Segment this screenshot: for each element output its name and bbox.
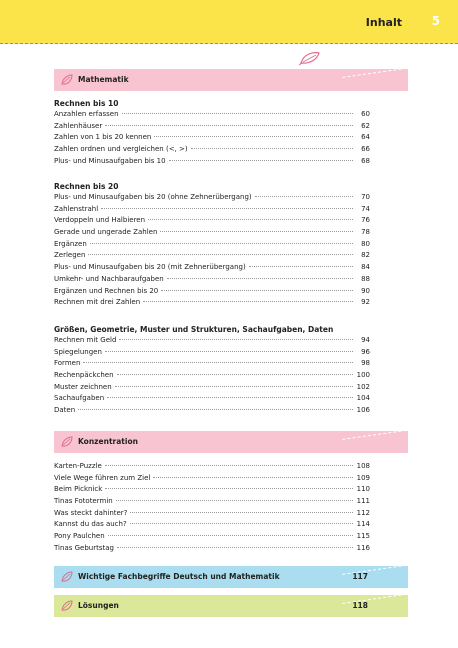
toc-entry-page: 88 <box>361 274 370 283</box>
toc-entry[interactable] <box>54 382 370 394</box>
toc-entry-page: 109 <box>356 473 370 482</box>
dot-leader <box>90 243 353 244</box>
toc-entry-page: 92 <box>361 298 370 307</box>
toc-entry-page: 78 <box>361 228 370 237</box>
toc-entry[interactable] <box>54 393 370 405</box>
toc-entry-title: Plus- und Minusaufgaben bis 20 (ohne Zehnerübergang) <box>54 193 252 201</box>
toc-entry-title: Karten-Puzzle <box>54 462 102 470</box>
toc-entry[interactable] <box>54 192 370 204</box>
toc-group-groessen <box>54 324 370 417</box>
toc-entry[interactable] <box>54 347 370 359</box>
toc-entry-title: Beim Picknick <box>54 485 103 494</box>
toc-entry-page: 115 <box>356 532 370 541</box>
toc-entry-page: 60 <box>361 110 370 118</box>
leaf-icon <box>60 435 74 449</box>
section-loesungen[interactable] <box>54 595 408 617</box>
toc-entry-page: 62 <box>361 121 370 130</box>
dot-leader <box>78 409 353 410</box>
toc-entry[interactable] <box>54 461 370 473</box>
group-heading: Größen, Geometrie, Muster und Strukturen, Sachaufgaben, Daten <box>54 325 334 334</box>
dot-leader <box>153 477 353 478</box>
toc-entry-title: Zahlen ordnen und vergleichen (<, >) <box>54 145 188 154</box>
toc-entry[interactable] <box>54 519 370 531</box>
toc-entry[interactable] <box>54 274 370 286</box>
leaf-icon <box>60 73 74 87</box>
page-number: 5 <box>431 14 440 28</box>
toc-entry[interactable] <box>54 250 370 262</box>
toc-entry-page: 98 <box>361 359 370 368</box>
group-heading: Rechnen bis 10 <box>54 99 119 108</box>
toc-entry-page: 82 <box>361 251 370 260</box>
toc-entry[interactable] <box>54 204 370 216</box>
toc-entry[interactable] <box>54 531 370 543</box>
dot-leader <box>148 219 353 220</box>
header-bar <box>0 0 458 44</box>
section-page: 117 <box>352 572 368 581</box>
toc-entry-title: Umkehr- und Nachbaraufgaben <box>54 274 164 283</box>
toc-entry-page: 96 <box>361 347 370 356</box>
dot-leader <box>143 301 353 302</box>
dot-leader <box>115 386 353 387</box>
dot-leader <box>169 160 353 161</box>
dot-leader <box>105 488 353 489</box>
toc-entry-title: Rechnen mit Geld <box>54 336 117 344</box>
toc-entry-title: Plus- und Minusaufgaben bis 20 (mit Zehnerübergang) <box>54 263 246 272</box>
section-label: Mathematik <box>78 75 129 84</box>
toc-entry[interactable] <box>54 543 370 555</box>
dot-leader <box>119 339 353 340</box>
toc-entry-page: 84 <box>361 263 370 272</box>
toc-entry-title: Spiegelungen <box>54 347 102 356</box>
dot-leader <box>117 374 353 375</box>
toc-entry[interactable] <box>54 109 370 121</box>
toc-entry-page: 74 <box>361 204 370 213</box>
dot-leader <box>88 254 353 255</box>
dot-leader <box>161 290 353 291</box>
dot-leader <box>107 397 353 398</box>
toc-entry-page: 110 <box>356 485 370 494</box>
toc-entry-page: 116 <box>356 543 370 552</box>
toc-entry-page: 108 <box>356 462 370 470</box>
toc-entry-title: Zahlenstrahl <box>54 204 99 213</box>
toc-entry[interactable] <box>54 144 370 156</box>
section-mathematik[interactable] <box>54 69 408 91</box>
group-heading: Rechnen bis 20 <box>54 182 119 191</box>
section-label: Lösungen <box>78 601 119 610</box>
toc-entry[interactable] <box>54 286 370 298</box>
toc-entry-title: Muster zeichnen <box>54 382 112 391</box>
toc-entry[interactable] <box>54 508 370 520</box>
dot-leader <box>101 208 353 209</box>
toc-entry-page: 111 <box>356 497 370 506</box>
toc-entry-page: 114 <box>356 520 370 529</box>
toc-entry-page: 64 <box>361 133 370 142</box>
toc-group-rechnen-bis-10 <box>54 98 370 167</box>
toc-entry-title: Formen <box>54 359 81 368</box>
header-dashed-line <box>0 43 458 44</box>
toc-entry[interactable] <box>54 239 370 251</box>
toc-entry-title: Sachaufgaben <box>54 394 105 403</box>
section-fachbegriffe[interactable] <box>54 566 408 588</box>
leaf-icon <box>298 50 322 66</box>
toc-entry-title: Daten <box>54 406 76 415</box>
toc-entry-title: Gerade und ungerade Zahlen <box>54 228 158 237</box>
dot-leader <box>105 465 353 466</box>
dot-leader <box>117 547 353 548</box>
section-konzentration[interactable] <box>54 431 408 453</box>
dot-leader <box>249 266 353 267</box>
section-page: 118 <box>352 601 368 610</box>
toc-entry[interactable] <box>54 496 370 508</box>
toc-group-rechnen-bis-20 <box>54 181 370 309</box>
toc-entry-title: Anzahlen erfassen <box>54 110 119 118</box>
toc-entry-page: 80 <box>361 239 370 248</box>
toc-entry-title: Zahlen von 1 bis 20 kennen <box>54 133 152 142</box>
toc-entry-page: 70 <box>361 193 370 201</box>
toc-entry[interactable] <box>54 297 370 309</box>
toc-entry[interactable] <box>54 370 370 382</box>
toc-entry-title: Was steckt dahinter? <box>54 508 128 517</box>
dot-leader <box>122 113 353 114</box>
toc-entry-page: 112 <box>356 508 370 517</box>
toc-entry-page: 102 <box>356 382 370 391</box>
toc-entry[interactable] <box>54 358 370 370</box>
dot-leader <box>116 500 353 501</box>
toc-entry-page: 100 <box>356 371 370 380</box>
section-label: Konzentration <box>78 437 138 446</box>
toc-entry-page: 68 <box>361 156 370 165</box>
toc-entry-title: Tinas Fototermin <box>54 497 113 506</box>
toc-entry-page: 94 <box>361 336 370 344</box>
toc-group-konzentration <box>54 461 370 555</box>
toc-entry-page: 106 <box>356 406 370 415</box>
leaf-icon <box>60 570 74 584</box>
toc-entry-title: Plus- und Minusaufgaben bis 10 <box>54 156 166 165</box>
toc-entry[interactable] <box>54 121 370 133</box>
dot-leader <box>167 278 353 279</box>
dot-leader <box>154 136 353 137</box>
toc-entry-title: Verdoppeln und Halbieren <box>54 216 146 225</box>
toc-entry-title: Ergänzen und Rechnen bis 20 <box>54 286 159 295</box>
dot-leader <box>130 512 353 513</box>
toc-entry-title: Zahlenhäuser <box>54 121 103 130</box>
toc-entry-title: Viele Wege führen zum Ziel <box>54 473 151 482</box>
dot-leader <box>83 362 353 363</box>
dot-leader <box>255 196 353 197</box>
dot-leader <box>191 148 353 149</box>
toc-entry[interactable] <box>54 227 370 239</box>
leaf-icon <box>60 599 74 613</box>
toc-entry-page: 76 <box>361 216 370 225</box>
toc-entry[interactable] <box>54 405 370 417</box>
dot-leader <box>105 351 353 352</box>
section-label: Wichtige Fachbegriffe Deutsch und Mathematik <box>78 572 280 581</box>
toc-entry-title: Zerlegen <box>54 251 86 260</box>
toc-entry[interactable] <box>54 484 370 496</box>
toc-entry-page: 104 <box>356 394 370 403</box>
dot-leader <box>160 231 353 232</box>
toc-entry-title: Pony Paulchen <box>54 532 105 541</box>
toc-entry[interactable] <box>54 335 370 347</box>
toc-entry[interactable] <box>54 215 370 227</box>
page-title: Inhalt <box>365 16 402 29</box>
toc-entry-title: Kannst du das auch? <box>54 520 127 529</box>
dot-leader <box>108 535 353 536</box>
toc-entry[interactable] <box>54 132 370 144</box>
toc-entry-page: 90 <box>361 286 370 295</box>
dot-leader <box>105 125 353 126</box>
toc-entry[interactable] <box>54 473 370 485</box>
toc-entry-title: Ergänzen <box>54 239 87 248</box>
toc-entry-title: Rechenpäckchen <box>54 371 114 380</box>
dot-leader <box>130 523 353 524</box>
toc-entry[interactable] <box>54 156 370 168</box>
toc-entry-page: 66 <box>361 145 370 154</box>
toc-entry-title: Tinas Geburtstag <box>54 543 114 552</box>
toc-entry-title: Rechnen mit drei Zahlen <box>54 298 141 307</box>
toc-entry[interactable] <box>54 262 370 274</box>
